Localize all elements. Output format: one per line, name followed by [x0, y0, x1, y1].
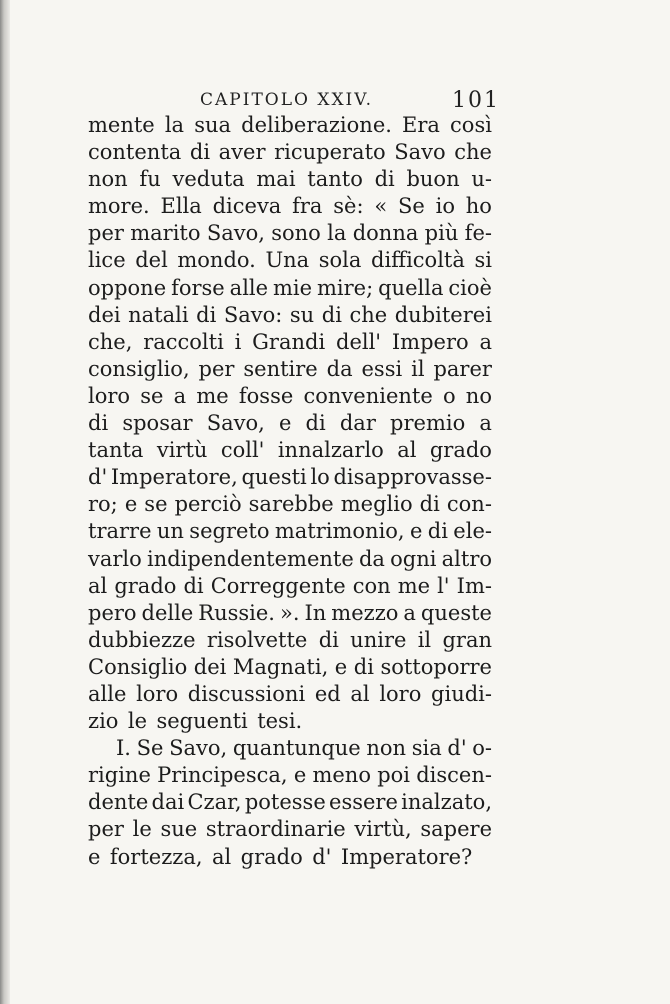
word: per	[88, 221, 124, 246]
word: grado	[429, 438, 492, 463]
word: potesse	[244, 790, 326, 815]
text-line	[88, 329, 492, 356]
word: sposar	[122, 411, 193, 436]
word: Principesca,	[157, 763, 288, 788]
word: alle	[88, 681, 127, 706]
word: di	[183, 573, 204, 598]
word: Se	[136, 736, 164, 761]
word: premio	[390, 411, 466, 436]
word: di	[353, 654, 374, 679]
body-text	[88, 112, 492, 871]
word: u-	[471, 167, 492, 192]
word: meglio	[340, 492, 413, 517]
word: e	[334, 654, 348, 679]
word: dei	[193, 654, 227, 679]
text-line	[88, 844, 492, 871]
text-line	[88, 681, 492, 708]
word: sola	[318, 248, 362, 273]
word: il	[417, 627, 432, 652]
word: mie	[273, 275, 313, 300]
word: risolvette	[206, 627, 308, 652]
word: me	[397, 573, 431, 598]
word: unire	[350, 627, 407, 652]
word: virtù,	[354, 817, 412, 842]
word: varlo	[88, 546, 142, 571]
word: mente	[88, 113, 155, 137]
word: di	[196, 302, 217, 327]
word: di	[374, 167, 395, 192]
word: e	[409, 519, 423, 544]
word: consiglio,	[88, 356, 190, 381]
word: poi	[377, 763, 411, 788]
text-line	[88, 762, 492, 789]
word: quantunque	[232, 736, 361, 761]
word: giudi-	[431, 681, 492, 706]
word: Imperatore,	[110, 465, 238, 490]
text-line	[88, 112, 492, 139]
word: al	[211, 844, 232, 869]
word: d'	[88, 465, 108, 490]
word: tesi.	[257, 709, 303, 734]
word: fortezza,	[109, 844, 203, 869]
word: a	[479, 329, 492, 354]
word: ed	[314, 681, 341, 706]
word: Impero	[391, 329, 469, 354]
word: sentire	[243, 356, 318, 381]
word: sottoporre	[380, 654, 492, 679]
word: le	[132, 817, 152, 842]
word: al	[88, 573, 108, 598]
word: ».	[279, 600, 300, 625]
word: loro	[379, 681, 422, 706]
word: oppone	[88, 275, 167, 300]
word: se	[140, 383, 164, 408]
word: Ella	[160, 194, 202, 219]
word: innalzarlo	[277, 438, 384, 463]
word: disapprovasse-	[333, 465, 492, 490]
text-line	[88, 546, 492, 573]
word: quella	[378, 275, 444, 300]
word: me	[196, 383, 229, 408]
word: un	[156, 519, 184, 544]
word: aver	[218, 140, 266, 165]
word: rigine	[88, 763, 151, 788]
word: lo	[310, 465, 330, 490]
word: la	[164, 113, 185, 137]
word: d'	[447, 736, 467, 761]
word: grado	[240, 844, 303, 869]
word: no	[465, 383, 492, 408]
word: fra	[292, 194, 323, 219]
word: i	[234, 329, 242, 354]
word: di	[321, 302, 342, 327]
word: I.	[116, 736, 131, 761]
word: io	[435, 194, 455, 219]
text-line	[88, 573, 492, 600]
word: Savo	[394, 140, 446, 165]
word: dei	[88, 302, 121, 327]
word: dai	[151, 790, 185, 815]
word: tanto	[307, 167, 363, 192]
word: che	[454, 140, 492, 165]
word: e	[88, 844, 101, 869]
word: al	[397, 438, 417, 463]
text-line	[88, 627, 492, 654]
word: sè:	[333, 194, 364, 219]
word: marito	[130, 221, 201, 246]
running-head: CAPITOLO XXIV.	[200, 90, 373, 110]
word: da	[326, 356, 353, 381]
word: dar	[339, 411, 376, 436]
word: si	[474, 248, 492, 273]
text-line	[88, 166, 492, 193]
word: coll'	[220, 438, 265, 463]
word: discussioni	[187, 681, 306, 706]
word: per	[88, 817, 124, 842]
word: indipendentemente	[146, 546, 354, 571]
word: Savo,	[206, 411, 265, 436]
word: forse	[171, 275, 225, 300]
word: così	[450, 113, 492, 137]
word: Correggente	[210, 573, 346, 598]
word: che	[349, 302, 388, 327]
word: ricuperato	[274, 140, 386, 165]
word: Savo,	[169, 736, 228, 761]
word: cioè	[448, 275, 492, 300]
text-line	[88, 139, 492, 166]
word: il	[411, 356, 425, 381]
text-line	[88, 247, 492, 274]
word: mondo.	[177, 248, 256, 273]
word: perciò	[174, 492, 242, 517]
word: difficoltà	[371, 248, 465, 273]
word: di	[189, 140, 211, 165]
word: Imperatore?	[340, 844, 473, 869]
word: tanta	[88, 438, 144, 463]
word: more.	[88, 194, 150, 219]
word: l'	[437, 573, 450, 598]
text-line	[88, 220, 492, 247]
word: e	[278, 411, 292, 436]
word: e	[124, 492, 138, 517]
word: essi	[361, 356, 403, 381]
text-line	[88, 275, 492, 302]
word: non	[88, 167, 128, 192]
word: conveniente	[303, 383, 433, 408]
word: lice	[88, 248, 126, 273]
word: su	[289, 302, 315, 327]
word: e	[293, 763, 307, 788]
word: ele-	[453, 519, 492, 544]
word: altro	[441, 546, 492, 571]
word: sia	[411, 736, 442, 761]
word: zio	[88, 709, 119, 734]
word: con	[352, 573, 391, 598]
text-line	[88, 735, 492, 762]
word: o-	[472, 736, 492, 761]
word: da	[358, 546, 385, 571]
word: ogni	[390, 546, 437, 571]
word: Consiglio	[88, 654, 188, 679]
word: deliberazione.	[241, 113, 392, 137]
word: di	[305, 411, 326, 436]
word: In	[304, 600, 327, 625]
word: essere	[329, 790, 398, 815]
word: di	[427, 519, 448, 544]
text-line	[88, 193, 492, 220]
word: segreto	[189, 519, 270, 544]
word: matrimonio,	[274, 519, 405, 544]
word: con-	[446, 492, 492, 517]
text-line	[88, 789, 492, 816]
word: natali	[128, 302, 189, 327]
word: virtù	[156, 438, 208, 463]
word: queste	[420, 600, 492, 625]
text-line	[88, 437, 492, 464]
word: di	[318, 627, 339, 652]
word: mai	[256, 167, 296, 192]
word: dubbiezze	[88, 627, 196, 652]
word: Russie.	[198, 600, 275, 625]
word: sarebbe	[248, 492, 334, 517]
word: trarre	[88, 519, 152, 544]
word: loro	[136, 681, 179, 706]
word: fu	[139, 167, 161, 192]
word: loro	[88, 383, 131, 408]
text-line	[88, 302, 492, 329]
text-line	[88, 654, 492, 681]
word: inalzato,	[401, 790, 492, 815]
text-line	[88, 410, 492, 437]
word: buon	[406, 167, 460, 192]
word: pero	[88, 600, 137, 625]
word: ho	[465, 194, 492, 219]
text-line	[88, 356, 492, 383]
word: discen-	[416, 763, 492, 788]
word: Savo:	[223, 302, 283, 327]
word: sono	[271, 221, 321, 246]
word: dubiterei	[394, 302, 492, 327]
word: diceva	[212, 194, 282, 219]
word: di	[88, 411, 109, 436]
word: Grandi	[252, 329, 326, 354]
word: donna	[352, 221, 419, 246]
text-line	[88, 491, 492, 518]
word: d'	[312, 844, 332, 869]
word: la	[327, 221, 347, 246]
word: che,	[88, 329, 133, 354]
word: alle	[229, 275, 269, 300]
word: «	[374, 194, 388, 219]
word: gran	[442, 627, 492, 652]
word: grado	[114, 573, 177, 598]
word: fosse	[238, 383, 294, 408]
word: o	[442, 383, 456, 408]
word: dell'	[336, 329, 382, 354]
word: contenta	[88, 140, 182, 165]
text-line	[88, 708, 492, 735]
word: straordinarie	[205, 817, 346, 842]
word: a	[479, 411, 492, 436]
text-line	[88, 816, 492, 843]
word: Im-	[456, 573, 492, 598]
word: le	[127, 709, 148, 734]
word: parer	[433, 356, 492, 381]
text-line	[88, 464, 492, 491]
page-binding-edge	[0, 0, 10, 1004]
text-line	[88, 383, 492, 410]
word: dente	[88, 790, 149, 815]
word: questi	[241, 465, 307, 490]
text-line	[88, 518, 492, 545]
word: del	[135, 248, 168, 273]
word: delle	[141, 600, 194, 625]
word: per	[198, 356, 235, 381]
word: ro;	[88, 492, 118, 517]
word: meno	[312, 763, 371, 788]
word: a	[403, 600, 416, 625]
word: seguenti	[156, 709, 248, 734]
word: mezzo	[331, 600, 399, 625]
word: mire;	[317, 275, 374, 300]
word: Savo,	[206, 221, 265, 246]
word: più	[424, 221, 459, 246]
word: Se	[398, 194, 425, 219]
text-line	[88, 600, 492, 627]
word: sua	[194, 113, 232, 137]
word: sue	[160, 817, 198, 842]
word: non	[366, 736, 407, 761]
word: a	[173, 383, 187, 408]
word: Magnati,	[232, 654, 329, 679]
word: Era	[402, 113, 440, 137]
word: Czar,	[187, 790, 242, 815]
word: Una	[265, 248, 310, 273]
word: al	[350, 681, 370, 706]
word: raccolti	[143, 329, 224, 354]
word: di	[419, 492, 440, 517]
page-number: 101	[452, 88, 500, 113]
word: se	[144, 492, 168, 517]
word: sapere	[420, 817, 492, 842]
word: veduta	[172, 167, 245, 192]
word: fe-	[464, 221, 492, 246]
